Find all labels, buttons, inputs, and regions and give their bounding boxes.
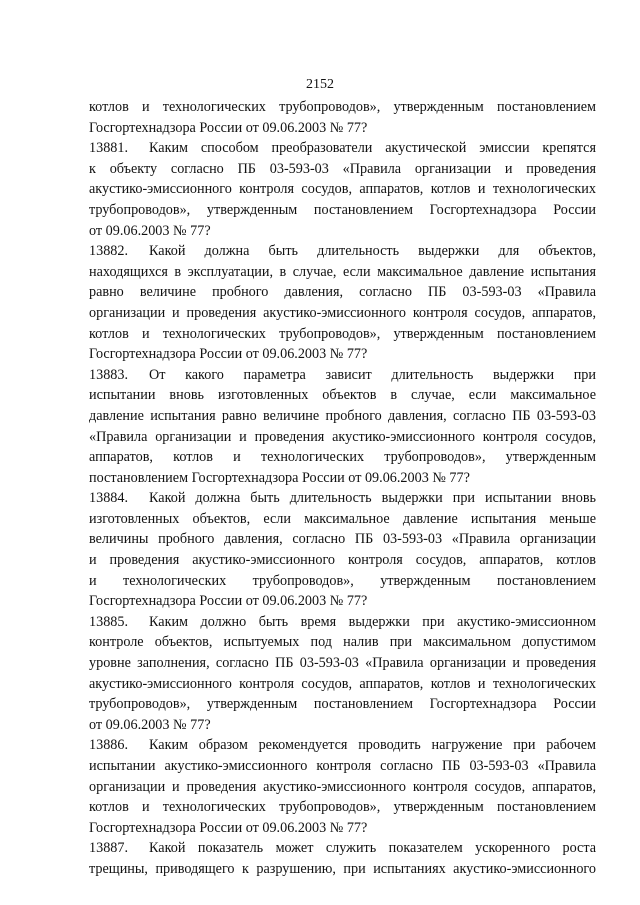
- question-number: 13887.: [89, 840, 129, 857]
- question-line: находящихся в эксплуатации, в случае, если максимальное давление испытания: [89, 263, 596, 280]
- question-line: и проведения акустико-эмиссионного контроля сосудов, аппаратов, котлов: [89, 552, 596, 569]
- question-13885-first-line: [89, 612, 596, 633]
- question-text: Какой должна быть длительность выдержки для объектов,: [149, 243, 596, 260]
- question-line: уровне заполнения, согласно ПБ 03-593-03 «Правила организации и проведения: [89, 655, 596, 672]
- question-line: организации и проведения акустико-эмиссионного контроля сосудов, аппаратов,: [89, 778, 596, 795]
- page-number: 2152: [306, 77, 334, 92]
- question-line: котлов и технологических трубопроводов», утвержденным постановлением: [89, 799, 596, 816]
- question-13884-first-line: [89, 488, 596, 509]
- question-line: испытании акустико-эмиссионного контроля согласно ПБ 03-593-03 «Правила: [89, 758, 596, 774]
- question-13883-first-line: [89, 365, 596, 386]
- question-line: Госгортехнадзора России от 09.06.2003 № 77?: [89, 819, 368, 836]
- question-13881-first-line: [89, 138, 596, 159]
- question-line: организации и проведения акустико-эмиссионного контроля сосудов, аппаратов,: [89, 304, 596, 321]
- question-line: испытании вновь изготовленных объектов в случае, если максимальное: [89, 387, 596, 404]
- question-line: акустико-эмиссионного контроля сосудов, аппаратов, котлов и технологических: [89, 675, 596, 692]
- question-line: от 09.06.2003 № 77?: [89, 222, 211, 239]
- question-line: давление испытания равно величине пробного давления, согласно ПБ 03-593-03: [89, 407, 596, 424]
- question-text: Каким должно быть время выдержки при акустико-эмиссионном: [149, 613, 596, 630]
- question-line: от 09.06.2003 № 77?: [89, 716, 211, 733]
- question-line: трубопроводов», утвержденным постановлением Госгортехнадзора России: [89, 201, 596, 218]
- question-text: Каким способом преобразователи акустической эмиссии крепятся: [149, 140, 596, 157]
- question-text: Каким образом рекомендуется проводить нагружение при рабочем: [149, 737, 596, 754]
- question-13882-first-line: [89, 241, 596, 262]
- question-line: постановлением Госгортехнадзора России от 09.06.2003 № 77?: [89, 469, 470, 486]
- question-number: 13885.: [89, 613, 129, 630]
- intro-line: Госгортехнадзора России от 09.06.2003 № 77?: [89, 119, 368, 136]
- question-line: Госгортехнадзора России от 09.06.2003 № 77?: [89, 593, 368, 610]
- question-number: 13882.: [89, 243, 129, 260]
- question-text: От какого параметра зависит длительность выдержки при: [149, 366, 596, 383]
- question-number: 13883.: [89, 366, 129, 383]
- question-text: Какой должна быть длительность выдержки при испытании вновь: [149, 490, 596, 507]
- question-text: Какой показатель может служить показателем ускоренного роста: [149, 840, 596, 857]
- question-line: изготовленных объектов, если максимальное давление испытания меньше: [89, 510, 596, 527]
- question-line: равно величине пробного давления, согласно ПБ 03-593-03 «Правила: [89, 284, 596, 301]
- document-body: [89, 97, 596, 880]
- question-line: к объекту согласно ПБ 03-593-03 «Правила организации и проведения: [89, 160, 596, 177]
- question-13887-first-line: [89, 838, 596, 859]
- question-number: 13881.: [89, 140, 129, 157]
- question-number: 13886.: [89, 737, 129, 754]
- question-line: и технологических трубопроводов», утвержденным постановлением: [89, 572, 596, 589]
- question-line: акустико-эмиссионного контроля сосудов, аппаратов, котлов и технологических: [89, 181, 596, 198]
- question-line: трещины, приводящего к разрушению, при испытаниях акустико-эмиссионного: [89, 860, 596, 877]
- question-number: 13884.: [89, 490, 129, 507]
- intro-line: котлов и технологических трубопроводов», утвержденным постановлением: [89, 99, 596, 115]
- question-line: аппаратов, котлов и технологических трубопроводов», утвержденным: [89, 449, 596, 466]
- question-line: трубопроводов», утвержденным постановлением Госгортехнадзора России: [89, 696, 596, 713]
- question-line: контроле объектов, испытуемых под налив при максимальном допустимом: [89, 634, 596, 651]
- question-line: котлов и технологических трубопроводов», утвержденным постановлением: [89, 325, 596, 342]
- question-line: «Правила организации и проведения акустико-эмиссионного контроля сосудов,: [89, 428, 596, 445]
- question-13886-first-line: [89, 735, 596, 756]
- question-line: величины пробного давления, согласно ПБ 03-593-03 «Правила организации: [89, 531, 596, 548]
- question-line: Госгортехнадзора России от 09.06.2003 № 77?: [89, 346, 368, 363]
